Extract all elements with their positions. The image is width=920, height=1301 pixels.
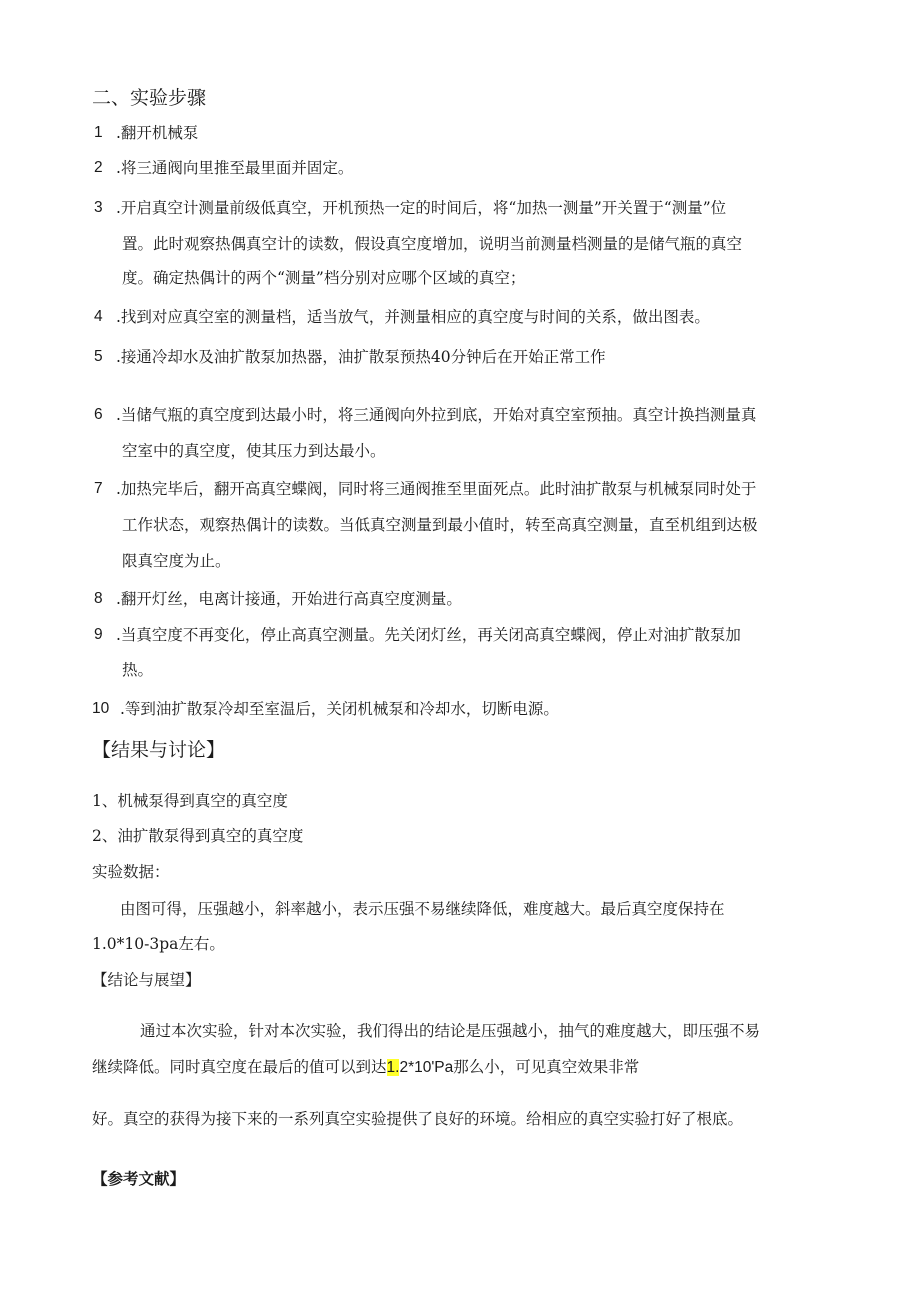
- step-text: .将三通阀向里推至最里面并固定。: [116, 159, 354, 177]
- step-text: .当真空度不再变化，停止高真空测量。先关闭灯丝，再关闭高真空蝶阀，停止对油扩散泵加: [116, 626, 741, 644]
- step-text: .加热完毕后，翻开高真空蝶阀，同时将三通阀推至里面死点。此时油扩散泵与机械泵同时处于: [116, 480, 757, 498]
- conclusion-text: 继续降低。同时真空度在最后的值可以到达: [92, 1058, 387, 1076]
- highlighted-value: 1.: [386, 1059, 400, 1076]
- conclusion-paragraph: 好。真空的获得为接下来的一系列真空实验提供了良好的环境。给相应的真空实验打好了根底。: [92, 1110, 744, 1128]
- results-paragraph: 1.0*10-3pa左右。: [92, 935, 225, 953]
- conclusion-paragraph: [92, 1057, 639, 1078]
- step-number: 8: [94, 590, 103, 607]
- step-text: .开启真空计测量前级低真空，开机预热一定的时间后，将“加热一测量”开关置于“测量”位: [116, 199, 727, 217]
- step-number: 10: [92, 700, 110, 717]
- step-text-continuation: 空室中的真空度，使其压力到达最小。: [122, 442, 386, 460]
- step-text: .当储气瓶的真空度到达最小时，将三通阀向外拉到底，开始对真空室预抽。真空计换挡测量真: [116, 406, 757, 424]
- step-text-continuation: 置。此时观察热偶真空计的读数，假设真空度增加，说明当前测量档测量的是储气瓶的真空: [122, 235, 743, 253]
- step-text: .翻开机械泵: [116, 124, 199, 142]
- step-text-continuation: 限真空度为止。: [122, 552, 231, 570]
- step-number: 6: [94, 406, 103, 423]
- references-heading: 【参考文献】: [92, 1169, 186, 1188]
- data-label: 实验数据：: [92, 863, 170, 881]
- results-heading: 【结果与讨论】: [92, 739, 226, 761]
- results-item: 2、油扩散泵得到真空的真空度: [92, 827, 304, 845]
- step-text-continuation: 工作状态，观察热偶计的读数。当低真空测量到最小值时，转至高真空测量，直至机组到达极: [122, 516, 758, 534]
- conclusion-heading: 【结论与展望】: [92, 971, 201, 989]
- conclusion-paragraph: 通过本次实验，针对本次实验，我们得出的结论是压强越小，抽气的难度越大，即压强不易: [140, 1022, 761, 1040]
- step-number: 7: [94, 480, 103, 497]
- step-number: 1: [94, 124, 103, 141]
- step-text: .翻开灯丝，电离计接通，开始进行高真空度测量。: [116, 590, 462, 608]
- results-paragraph: 由图可得，压强越小，斜率越小，表示压强不易继续降低，难度越大。最后真空度保持在: [120, 900, 725, 918]
- conclusion-text: 2*10'Pa那么小，可见真空效果非常: [399, 1059, 640, 1076]
- section-title: 二、实验步骤: [92, 87, 207, 109]
- step-number: 5: [94, 348, 103, 365]
- step-number: 4: [94, 308, 103, 325]
- step-number: 2: [94, 159, 103, 176]
- results-item: 1、机械泵得到真空的真空度: [92, 792, 288, 810]
- step-text: .接通冷却水及油扩散泵加热器，油扩散泵预热40分钟后在开始正常工作: [116, 348, 606, 366]
- step-text-continuation: 热。: [122, 661, 154, 679]
- step-text-continuation: 度。确定热偶计的两个“测量”档分别对应哪个区域的真空；: [122, 269, 526, 287]
- step-text: .找到对应真空室的测量档，适当放气，并测量相应的真空度与时间的关系，做出图表。: [116, 308, 710, 326]
- step-number: 9: [94, 626, 103, 643]
- step-text: .等到油扩散泵冷却至室温后，关闭机械泵和冷却水，切断电源。: [120, 700, 559, 718]
- step-number: 3: [94, 199, 103, 216]
